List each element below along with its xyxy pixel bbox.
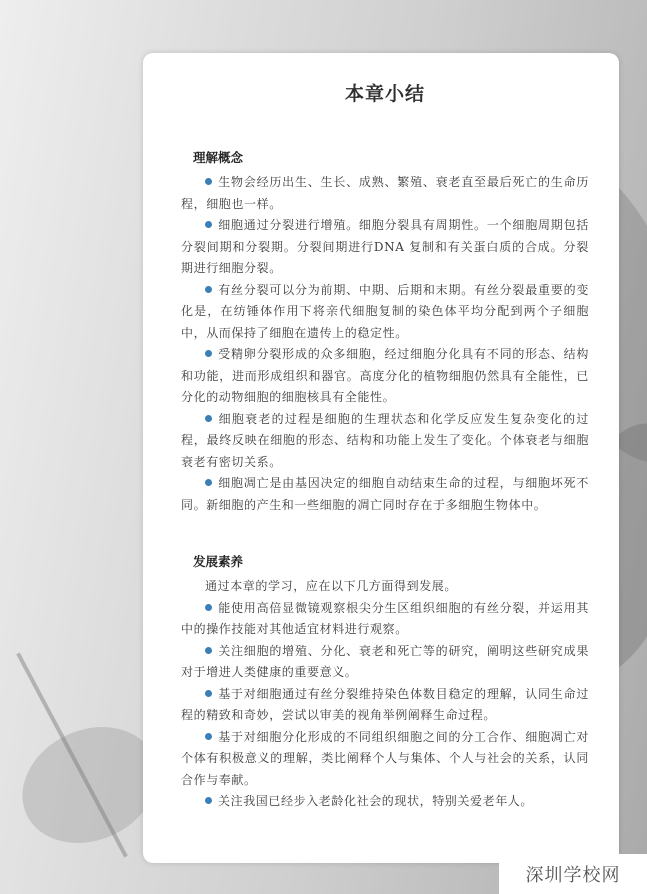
list-item: 受精卵分裂形成的众多细胞，经过细胞分化具有不同的形态、结构和功能，进而形成组织和器官。高度分化的植物细胞仍然具有全能性，已分化的动物细胞的细胞核具有全能性。 <box>181 347 589 404</box>
list-item: 细胞凋亡是由基因决定的细胞自动结束生命的过程，与细胞坏死不同。新细胞的产生和一些细胞的凋亡同时存在于多细胞生物体中。 <box>181 476 589 512</box>
site-watermark: 深圳学校网 <box>499 854 647 894</box>
bullet-icon <box>205 797 212 804</box>
list-item: 能使用高倍显微镜观察根尖分生区组织细胞的有丝分裂，并运用其中的操作技能对其他适宜材料进行观察。 <box>181 600 589 636</box>
bullet-icon <box>205 733 212 740</box>
list-item: 关注细胞的增殖、分化、衰老和死亡等的研究，阐明这些研究成果对于增进人类健康的重要意义。 <box>181 643 589 679</box>
section-concepts <box>181 148 589 516</box>
bullet-icon <box>205 221 212 228</box>
intro-text: 通过本章的学习，应在以下几方面得到发展。 <box>205 579 458 593</box>
list-item: 有丝分裂可以分为前期、中期、后期和末期。有丝分裂最重要的变化是，在纺锤体作用下将亲代细胞复制的染色体平均分配到两个子细胞中，从而保持了细胞在遗传上的稳定性。 <box>181 282 589 340</box>
bullet-icon <box>205 479 212 486</box>
section-literacy <box>181 552 589 813</box>
list-item: 关注我国已经步入老龄化社会的现状，特别关爱老年人。 <box>181 791 589 813</box>
section-heading: 理解概念 <box>193 150 244 165</box>
list-item: 细胞衰老的过程是细胞的生理状态和化学反应发生复杂变化的过程，最终反映在细胞的形态、结构和功能上发生了变化。个体衰老与细胞衰老有密切关系。 <box>181 411 589 469</box>
list-item: 基于对细胞分化形成的不同组织细胞之间的分工合作、细胞凋亡对个体有积极意义的理解，类比阐释个人与集体、个人与社会的关系，认同合作与奉献。 <box>181 729 589 787</box>
bullet-icon <box>205 178 212 185</box>
bullet-icon <box>205 286 212 293</box>
bullet-icon <box>205 350 212 357</box>
page-title: 本章小结 <box>344 83 425 105</box>
bullet-icon <box>205 415 212 422</box>
bullet-icon <box>205 647 212 654</box>
section-heading: 发展素养 <box>193 554 244 569</box>
list-item: 细胞通过分裂进行增殖。细胞分裂具有周期性。一个细胞周期包括分裂间期和分裂期。分裂间期进行DNA 复制和有关蛋白质的合成。分裂期进行细胞分裂。 <box>181 218 589 275</box>
list-item: 生物会经历出生、生长、成熟、繁殖、衰老直至最后死亡的生命历程，细胞也一样。 <box>181 175 589 211</box>
chapter-summary-card <box>143 53 619 863</box>
bullet-icon <box>205 604 212 611</box>
bullet-icon <box>205 690 212 697</box>
list-item: 基于对细胞通过有丝分裂维持染色体数目稳定的理解，认同生命过程的精致和奇妙，尝试以审美的视角举例阐释生命过程。 <box>181 686 589 722</box>
